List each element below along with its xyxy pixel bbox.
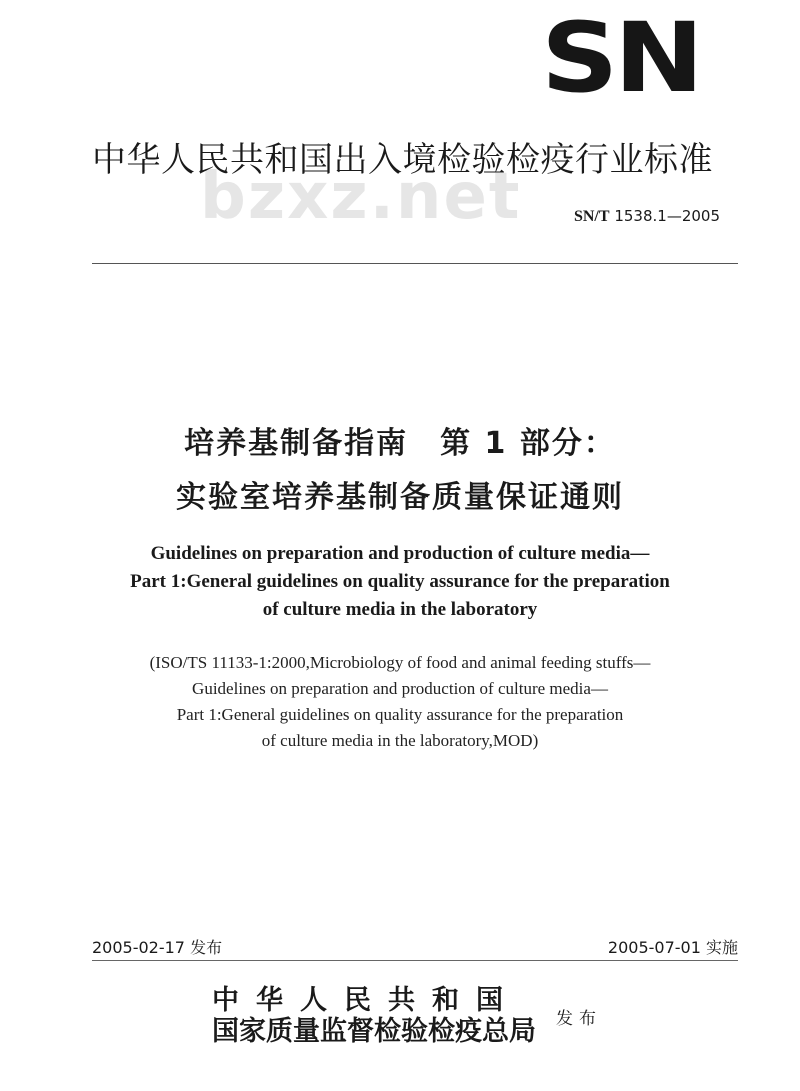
standard-code [574,207,720,226]
standard-number: 1538.1—2005 [614,207,720,225]
issuer-names [212,985,536,1047]
bottom-divider [92,960,738,961]
english-title [0,540,800,624]
dates-row [92,935,738,958]
iso-reference-line: Part 1:General guidelines on quality assurance for the preparation [176,705,624,724]
iso-reference-line: of culture media in the laboratory,MOD) [261,731,539,750]
english-title-line: of culture media in the laboratory [262,599,538,620]
implementation-date: 2005-07-01 实施 [607,938,738,957]
issuer-line-2: 国家质量监督检验检疫总局 [212,1016,536,1047]
watermark: bzxz.net [200,160,522,234]
top-divider [92,263,738,264]
organization-title: 中华人民共和国出入境检验检疫行业标准 [92,140,713,180]
iso-reference [0,650,800,754]
standard-prefix: SN/T [573,208,610,225]
sn-logo: SN [541,2,700,114]
release-label: 发布 [556,1008,602,1029]
chinese-title-line-1: 培养基制备指南 第 1 部分： [184,426,616,461]
chinese-title-line-2: 实验室培养基制备质量保证通则 [176,480,624,515]
iso-reference-line: Guidelines on preparation and production of culture media— [192,679,608,698]
issuer-block [212,985,602,1047]
issue-date: 2005-02-17 发布 [92,938,223,957]
iso-reference-line: (ISO/TS 11133-1:2000,Microbiology of food and animal feeding stuffs— [149,653,651,672]
english-title-line: Guidelines on preparation and production of culture media— [150,543,650,564]
english-title-line: Part 1:General guidelines on quality assurance for the preparation [130,571,670,592]
issuer-line-1: 中华人民共和国 [212,985,520,1016]
